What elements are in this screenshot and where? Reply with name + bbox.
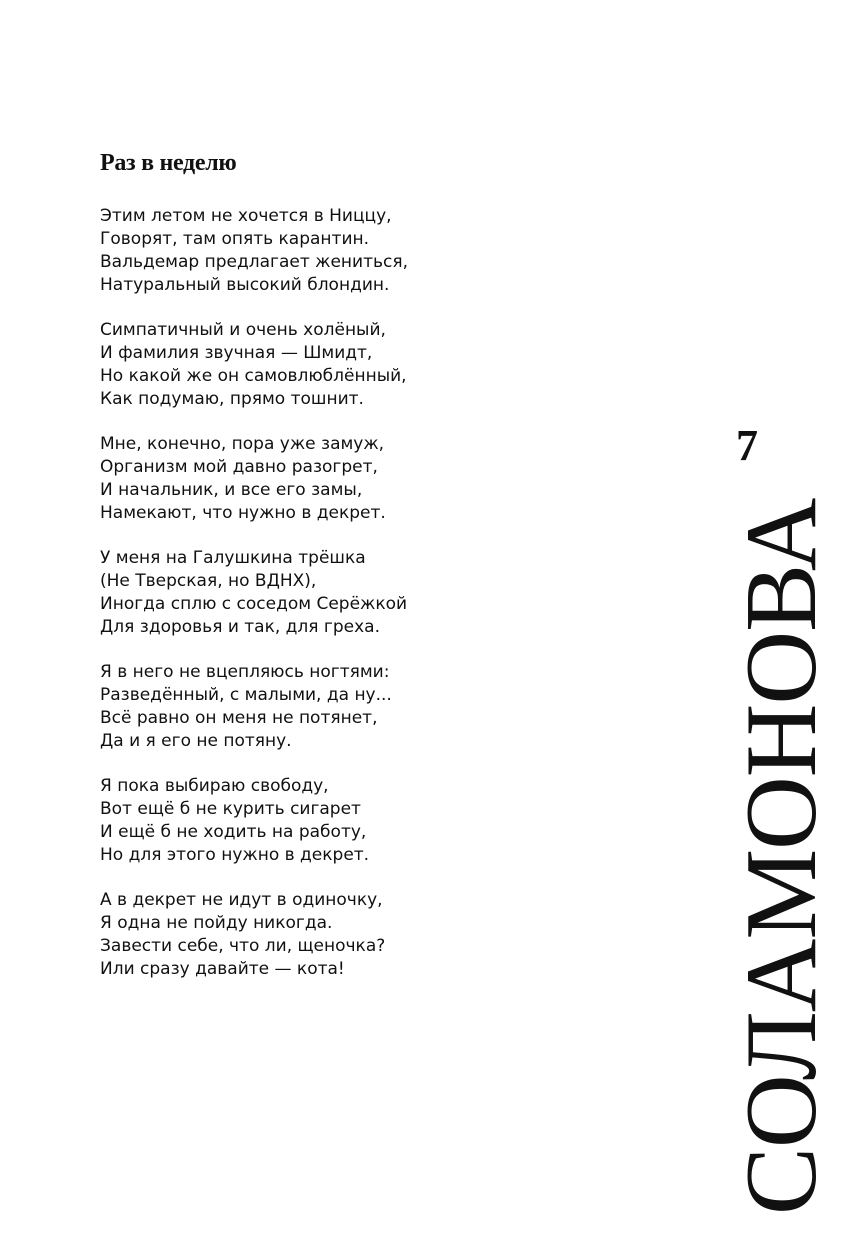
poem-line: Я пока выбираю свободу, (100, 776, 329, 796)
poem-line: Я одна не пойду никогда. (100, 913, 333, 933)
poem-line: Намекают, что нужно в декрет. (100, 503, 386, 523)
poem-line: Организм мой давно разогрет, (100, 457, 378, 477)
poem-body (100, 205, 660, 1003)
poem-line: Как подумаю, прямо тошнит. (100, 389, 364, 409)
poem-line: Вальдемар предлагает жениться, (100, 252, 408, 272)
poem-line: Говорят, там опять карантин. (100, 229, 370, 249)
poem-line: И начальник, и все его замы, (100, 480, 363, 500)
poem-line: Завести себе, что ли, щеночка? (100, 936, 386, 956)
poem-line: Для здоровья и так, для греха. (100, 617, 380, 637)
stanza-7 (100, 889, 660, 981)
author-name-vertical: СОЛАМОНОВА (725, 498, 838, 1215)
poem-line: Или сразу давайте — кота! (100, 959, 345, 979)
poem-line: Всё равно он меня не потянет, (100, 708, 378, 728)
stanza-1 (100, 205, 660, 297)
poem-line: Симпатичный и очень холёный, (100, 320, 386, 340)
poem-line: И фамилия звучная — Шмидт, (100, 343, 373, 363)
page-number: 7 (736, 421, 758, 470)
stanza-4 (100, 547, 660, 639)
poem-line: Мне, конечно, пора уже замуж, (100, 434, 385, 454)
poem-line: Натуральный высокий блондин. (100, 275, 390, 295)
poem-line: И ещё б не ходить на работу, (100, 822, 367, 842)
poem-line: Но для этого нужно в декрет. (100, 845, 370, 865)
poem-line: Иногда сплю с соседом Серёжкой (100, 594, 408, 614)
poem-line: Вот ещё б не курить сигарет (100, 799, 361, 819)
poem-line: У меня на Галушкина трёшка (100, 548, 366, 568)
poem-line: Разведённый, с малыми, да ну... (100, 685, 392, 705)
poem-line: (Не Тверская, но ВДНХ), (100, 571, 317, 591)
poem-line: Этим летом не хочется в Ниццу, (100, 206, 392, 226)
poem-line: Но какой же он самовлюблённый, (100, 366, 407, 386)
stanza-6 (100, 775, 660, 867)
poem-line: Я в него не вцепляюсь ногтями: (100, 662, 390, 682)
stanza-5 (100, 661, 660, 753)
poem-line: Да и я его не потяну. (100, 731, 292, 751)
stanza-2 (100, 319, 660, 411)
poem-line: А в декрет не идут в одиночку, (100, 890, 383, 910)
poem-title: Раз в неделю (100, 150, 237, 176)
stanza-3 (100, 433, 660, 525)
